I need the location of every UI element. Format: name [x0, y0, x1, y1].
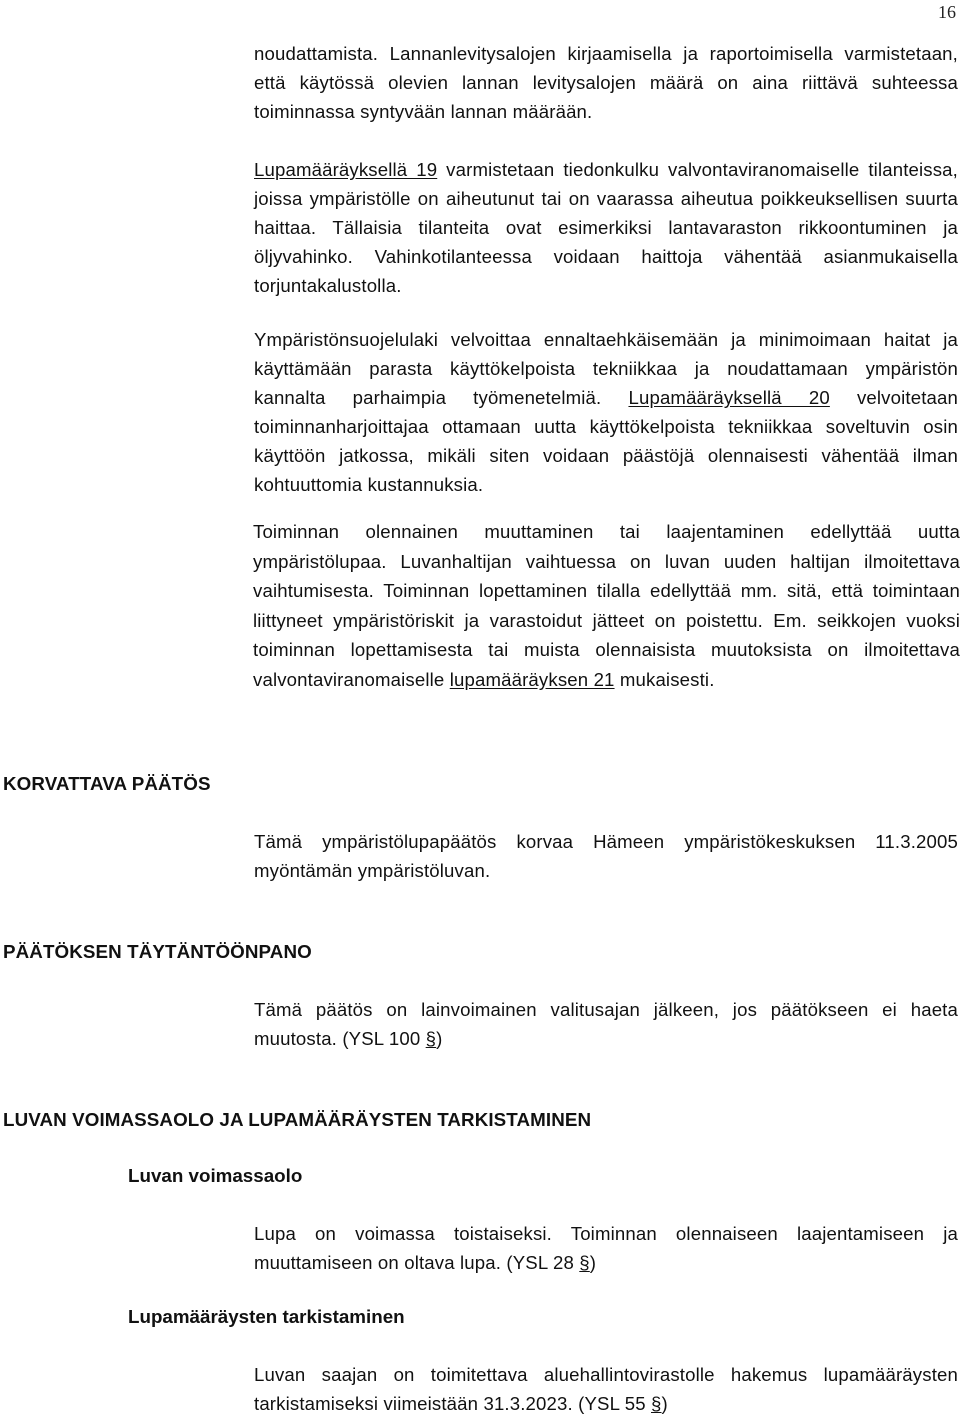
paragraph-text: Ympäristönsuojelulaki velvoittaa ennaltaehkäisemään ja minimoimaan haitat ja käyttämään parasta käyttökelpoista tekniikkaa ja noudattamaan ympäristön kannalta parhaimpia työmenetelmiä.	[254, 329, 958, 408]
paragraph-manure-spreading	[254, 39, 958, 126]
paragraph-text: noudattamista. Lannanlevitysalojen kirjaamisella ja raportoimisella varmistetaan, että käytössä olevien lannan levitysalojen määrä on aina riittävä suhteessa toiminnassa syntyvään lannan määrään.	[254, 43, 958, 122]
section-sign-link[interactable]: §	[651, 1393, 662, 1414]
paragraph-lupamaaraysten-tarkistaminen	[254, 1360, 958, 1418]
page-number: 16	[938, 2, 956, 22]
paragraph-text: )	[661, 1393, 668, 1414]
paragraph-text: Luvan saajan on toimitettava aluehallintovirastolle hakemus lupamääräysten tarkistamiseksi viimeistään 31.3.2023. (YSL 55	[254, 1364, 958, 1414]
paragraph-text: Toiminnan olennainen muuttaminen tai laajentaminen edellyttää uutta ympäristölupaa. Luvanhaltijan vaihtuessa on luvan uuden haltijan ilmoitettava vaihtumisesta. Toiminnan lopettaminen tilalla edellyttää mm. sitä, että toimintaan liittyneet ympäristöriskit ja varastoidut jätteet on poistettu. Em. seikkojen vuoksi toiminnan lopettamisesta tai muista olennaisista muutoksista on ilmoitettava valvontaviranomaiselle	[253, 521, 960, 690]
heading-taytantoonpano: PÄÄTÖKSEN TÄYTÄNTÖÖNPANO	[3, 941, 312, 962]
paragraph-text: velvoitetaan toiminnanharjoittajaa ottamaan uutta käyttökelpoista tekniikkaa soveltuvin osin käyttöön jatkossa, mikäli siten voidaan päästöjä olennaisesti vähentää ilman kohtuuttomia kustannuksia.	[254, 387, 958, 495]
paragraph-text: Tämä päätös on lainvoimainen valitusajan jälkeen, jos päätökseen ei haeta muutosta. (YSL 100	[254, 999, 958, 1049]
subheading-luvan-voimassaolo: Luvan voimassaolo	[128, 1165, 303, 1186]
condition-19-link[interactable]: Lupamääräyksellä 19	[254, 159, 438, 180]
paragraph-text: Lupa on voimassa toistaiseksi. Toiminnan olennaiseen laajentamiseen ja muuttamiseen on oltava lupa. (YSL 28	[254, 1223, 958, 1273]
section-sign-link[interactable]: §	[579, 1252, 590, 1273]
paragraph-condition-20	[254, 325, 958, 499]
condition-21-link[interactable]: lupamääräyksen 21	[449, 668, 615, 690]
subheading-lupamaaraysten-tarkistaminen: Lupamääräysten tarkistaminen	[128, 1306, 405, 1327]
heading-korvattava-paatos: KORVATTAVA PÄÄTÖS	[3, 773, 211, 794]
paragraph-text: mukaisesti.	[614, 668, 715, 690]
paragraph-text: )	[436, 1028, 443, 1049]
paragraph-korvattava-paatos	[254, 827, 958, 885]
paragraph-luvan-voimassaolo	[254, 1219, 958, 1277]
heading-luvan-voimassaolo-ja-tarkistaminen: LUVAN VOIMASSAOLO JA LUPAMÄÄRÄYSTEN TARKISTAMINEN	[3, 1109, 592, 1130]
paragraph-condition-19	[254, 155, 958, 300]
paragraph-condition-21	[253, 517, 960, 694]
section-sign-link[interactable]: §	[425, 1028, 437, 1049]
paragraph-taytantoonpano	[254, 995, 958, 1053]
paragraph-text: Tämä ympäristölupapäätös korvaa Hämeen ympäristökeskuksen 11.3.2005 myöntämän ympäristöluvan.	[254, 831, 958, 881]
paragraph-text: varmistetaan tiedonkulku valvontaviranomaiselle tilanteissa, joissa ympäristölle on aiheutunut tai on vaarassa aiheutua poikkeuksellisen suurta haittaa. Tällaisia tilanteita ovat esimerkiksi lantavaraston rikkoontuminen ja öljyvahinko. Vahinkotilanteessa voidaan haittoja vähentää asianmukaisella torjuntakalustolla.	[254, 159, 958, 296]
condition-20-link[interactable]: Lupamääräyksellä 20	[628, 387, 830, 408]
paragraph-text: )	[589, 1252, 597, 1273]
